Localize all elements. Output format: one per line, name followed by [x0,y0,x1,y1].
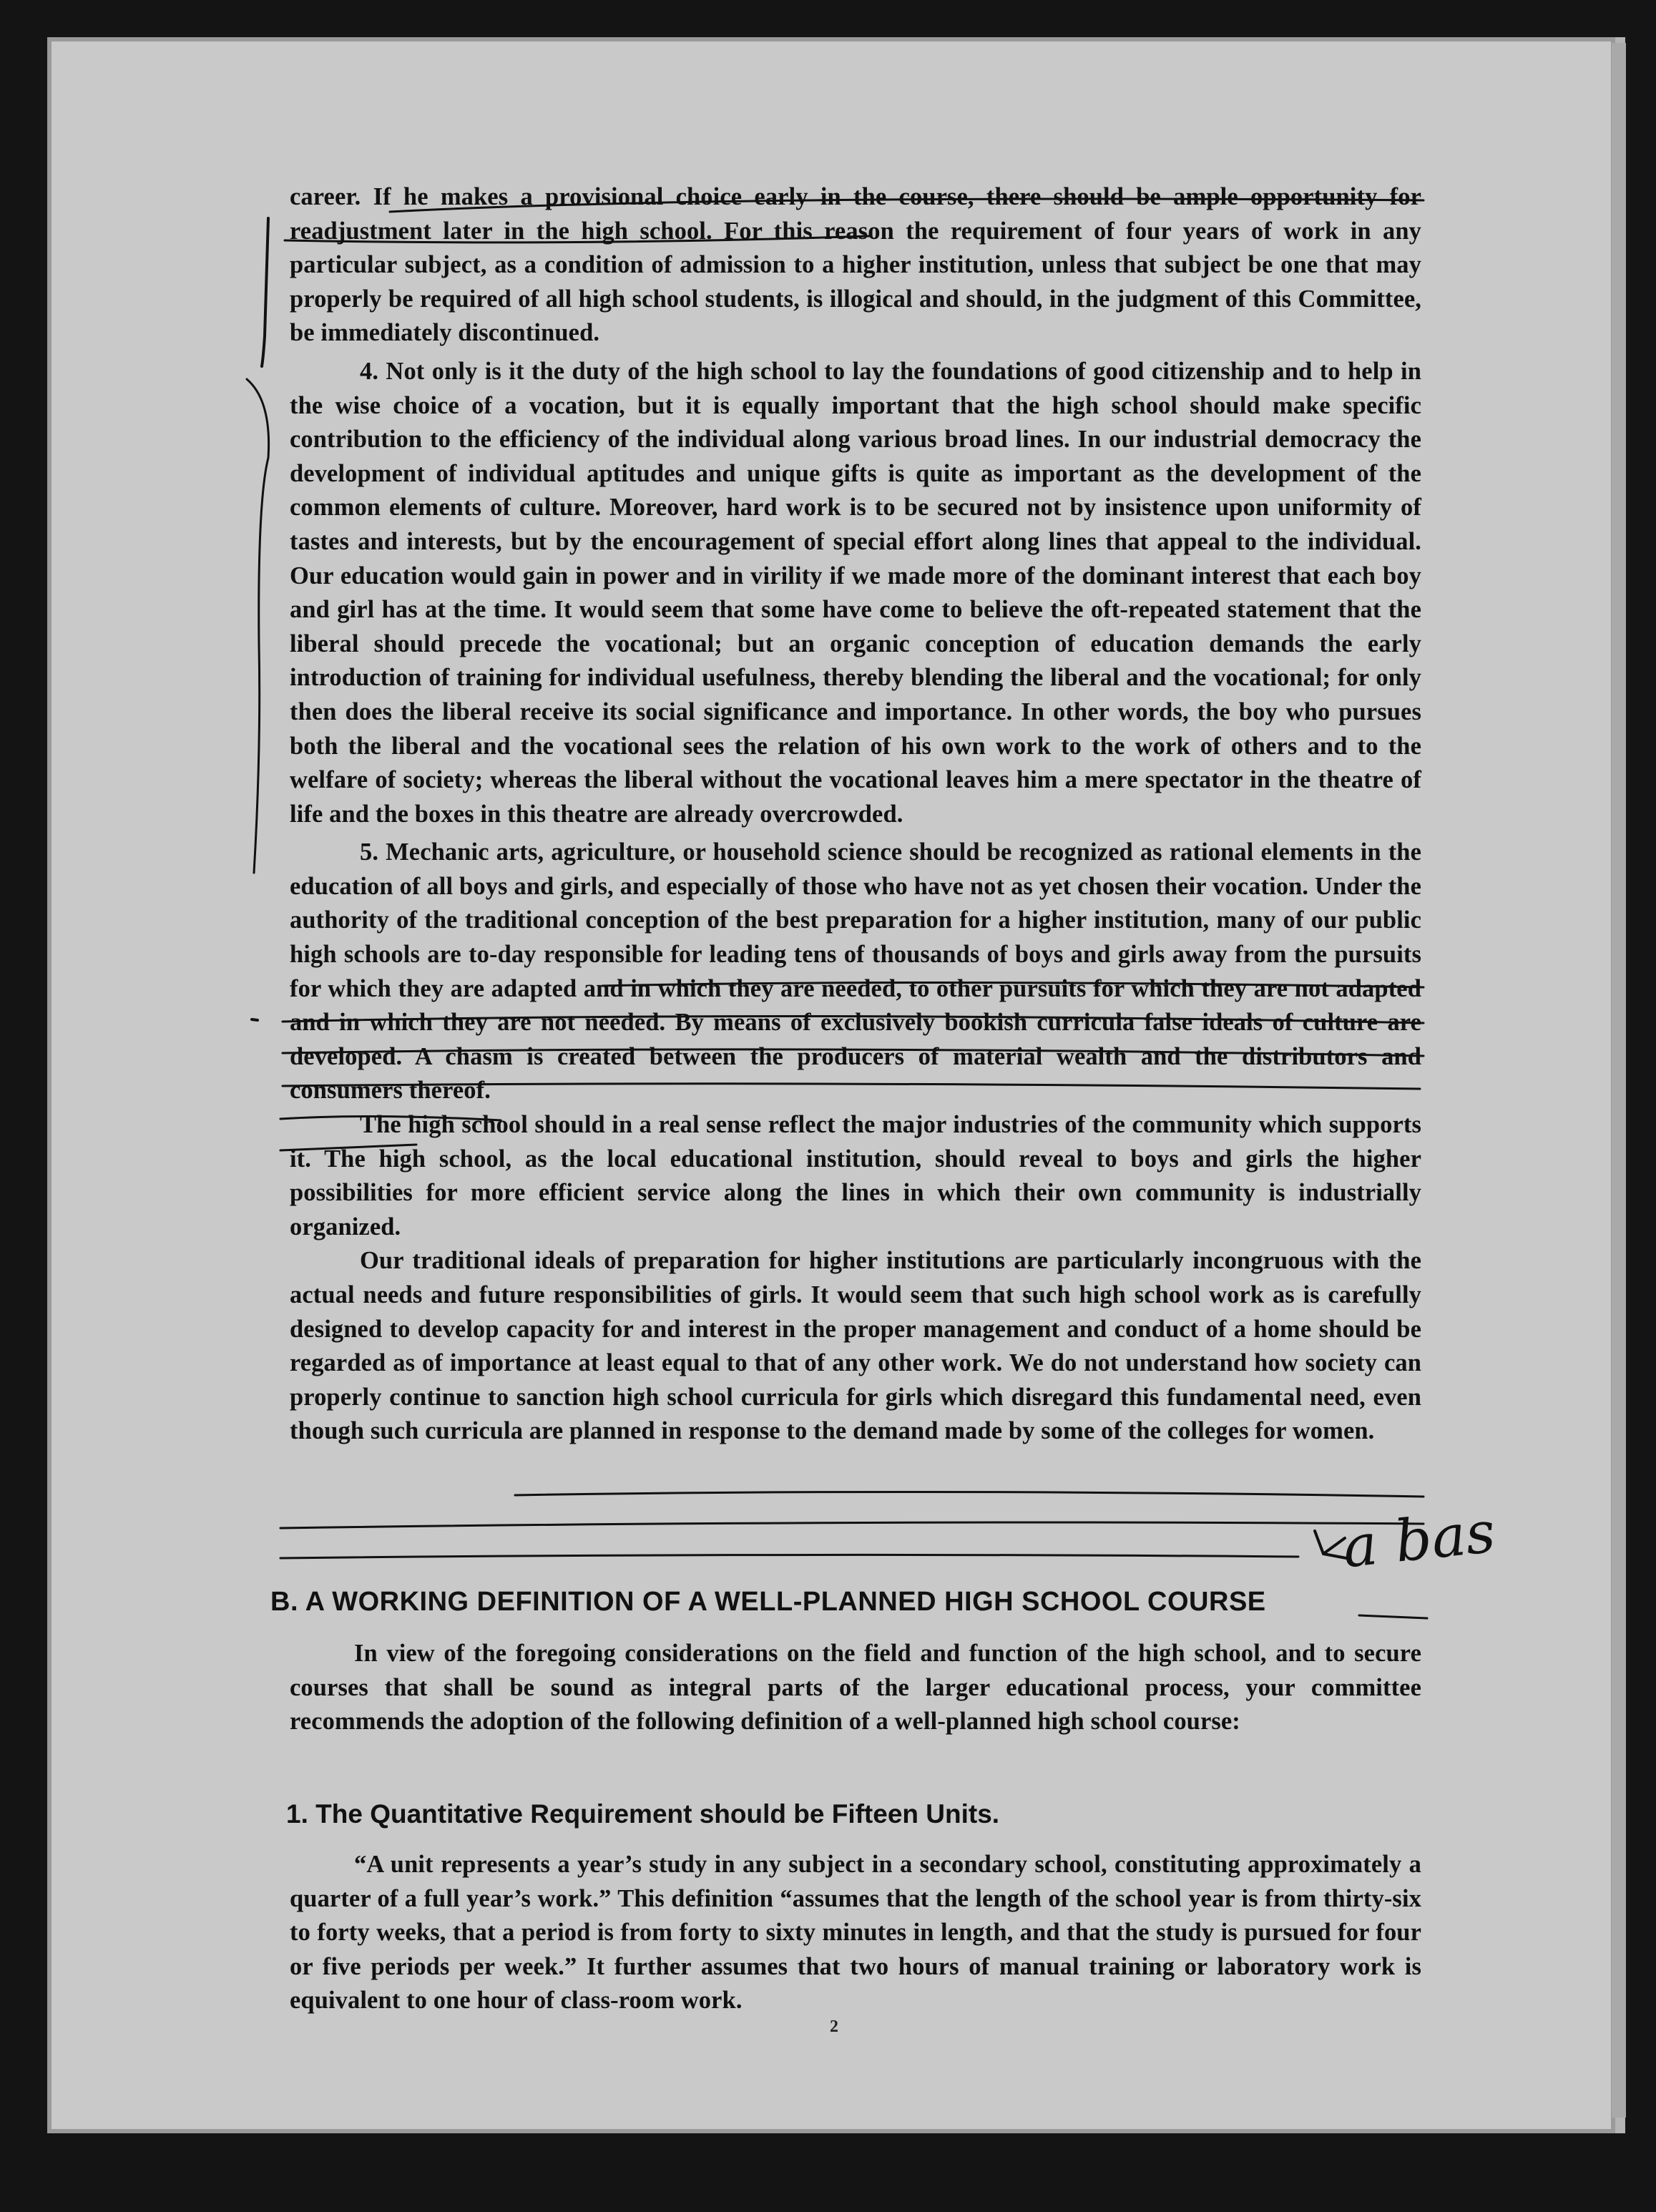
body-text-units [290,1848,1421,2018]
page-number: 2 [830,2017,838,2036]
paragraph-5: 5. Mechanic arts, agriculture, or household science should be recognized as rational elements in the education of all boys and girls, and especially of those who have not as yet chosen their vocation. Under the authority of the traditional conception of the best preparation for a higher institution, many of our public high schools are to-day responsible for leading tens of thousands of boys and girls away from the pursuits for which they are adapted and in which they are needed, to other pursuits for which they are not adapted and in which they are not needed. By means of exclusively bookish curricula false ideals of culture are developed. A chasm is created between the producers of material wealth and the distributors and consumers thereof. [290,838,1421,1105]
handwritten-annotation: a bas [1339,1498,1499,1581]
paragraph-girls: Our traditional ideals of preparation for higher institutions are particularly incongruous with the actual needs and future responsibilities of girls. It would seem that such high school work as is carefully designed to develop capacity for and interest in the proper management and conduct of a home should be regarded as of importance at least equal to that of any other work. We do not understand how society can properly continue to sanction high school curricula for girls which disregard this fundamental need, even though such curricula are planned in response to the demand made by some of the colleges for women. [290,1247,1421,1445]
section-b-heading: B. A WORKING DEFINITION OF A WELL-PLANNED HIGH SCHOOL COURSE [270,1587,1266,1617]
body-text-top [290,180,1421,1449]
paragraph-career: career. If he makes a provisional choice early in the course, there should be ample opportunity for readjustment later in the high school. For this reason the requirement of four years of work in any particular subject, as a condition of admission to a higher institution, unless that subject be one that may properly be required of all high school students, is illogical and should, in the judgment of this Committee, be immediately discontinued. [290,183,1421,347]
quantitative-requirement-heading: 1. The Quantitative Requirement should be Fifteen Units. [286,1799,1000,1829]
paragraph-definition: In view of the foregoing considerations on the field and function of the high school, and to secure courses that shall be sound as integral parts of the larger educational process, your committee recommends the adoption of the following definition of a well-planned high school course: [290,1640,1421,1736]
paragraph-unit: “A unit represents a year’s study in any subject in a secondary school, constituting approximately a quarter of a full year’s work.” This definition “assumes that the length of the school year is from thirty-six to forty weeks, that a period is from forty to sixty minutes in length, and that the study is pursued for four or five periods per week.” It further assumes that two hours of manual training or laboratory work is equivalent to one hour of class-room work. [290,1851,1421,2015]
paragraph-community: The high school should in a real sense reflect the major industries of the community which supports it. The high school, as the local educational institution, should reveal to boys and girls the higher possibilities for more efficient service along the lines in which their own community is industrially organized. [290,1111,1421,1240]
body-text-section-b [290,1637,1421,1739]
page-edge [1612,43,1626,2118]
paragraph-4: 4. Not only is it the duty of the high school to lay the foundations of good citizenship and to help in the wise choice of a vocation, but it is equally important that the high school should make specific contribution to the efficiency of the individual along various broad lines. In our industrial democracy the development of individual aptitudes and unique gifts is quite as important as the development of the common elements of culture. Moreover, hard work is to be secured not by insistence upon uniformity of tastes and interests, but by the encouragement of special effort along lines that appeal to the individual. Our education would gain in power and in virility if we made more of the dominant interest that each boy and girl has at the time. It would seem that some have come to believe the oft-repeated statement that the liberal should precede the vocational; but an organic conception of education demands the early introduction of training for individual usefulness, thereby blending the liberal and the vocational; for only then does the liberal receive its social significance and importance. In other words, the boy who pursues both the liberal and the vocational sees the relation of his own work to the work of others and to the welfare of society; whereas the liberal without the vocational leaves him a mere spectator in the theatre of life and the boxes in this theatre are already overcrowded. [290,357,1421,828]
